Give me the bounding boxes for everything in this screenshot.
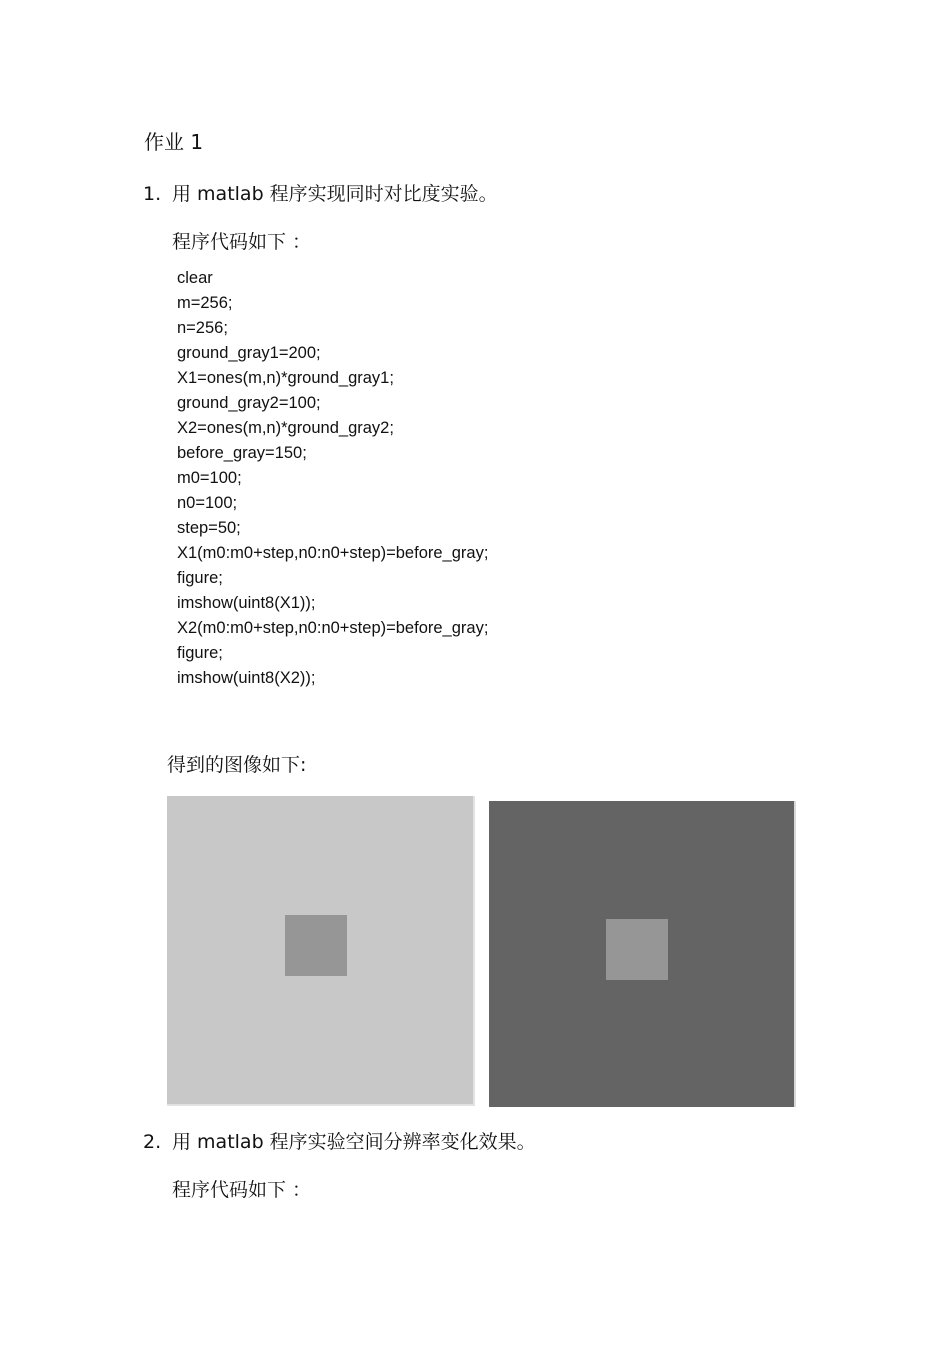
code-line: ground_gray2=100; — [177, 394, 321, 412]
code-block — [177, 266, 488, 691]
code-line: X1(m0:m0+step,n0:n0+step)=before_gray; — [177, 544, 489, 562]
code-line: clear — [177, 269, 213, 287]
code-line: m=256; — [177, 294, 233, 312]
section-1-code-intro: 程序代码如下 ： — [172, 231, 312, 253]
section-2-heading-text: 用 matlab 程序实验空间分辨率变化效果。 — [172, 1131, 536, 1153]
document-title: 作业 1 — [144, 130, 204, 154]
section-2-number: 2. — [143, 1131, 162, 1153]
code-line: imshow(uint8(X2)); — [177, 669, 316, 687]
section-1-number: 1. — [143, 183, 162, 205]
code-line: figure; — [177, 569, 223, 587]
section-1-heading — [143, 180, 498, 208]
code-line: n0=100; — [177, 494, 238, 512]
section-2-heading — [143, 1128, 536, 1156]
result-intro: 得到的图像如下: — [167, 754, 307, 776]
center-gray-square — [285, 915, 347, 976]
code-line: before_gray=150; — [177, 444, 307, 462]
section-2-code-intro: 程序代码如下 ： — [172, 1179, 312, 1201]
code-line: X1=ones(m,n)*ground_gray1; — [177, 369, 394, 387]
code-line: X2(m0:m0+step,n0:n0+step)=before_gray; — [177, 619, 489, 637]
code-line: ground_gray1=200; — [177, 344, 321, 362]
code-line: imshow(uint8(X1)); — [177, 594, 316, 612]
code-line: X2=ones(m,n)*ground_gray2; — [177, 419, 394, 437]
code-line: m0=100; — [177, 469, 242, 487]
contrast-image-light-background — [167, 796, 475, 1106]
center-gray-square — [606, 919, 668, 980]
code-line: figure; — [177, 644, 223, 662]
section-1-heading-text: 用 matlab 程序实现同时对比度实验。 — [172, 183, 498, 205]
code-line: n=256; — [177, 319, 228, 337]
contrast-image-dark-background — [489, 801, 796, 1107]
code-line: step=50; — [177, 519, 241, 537]
